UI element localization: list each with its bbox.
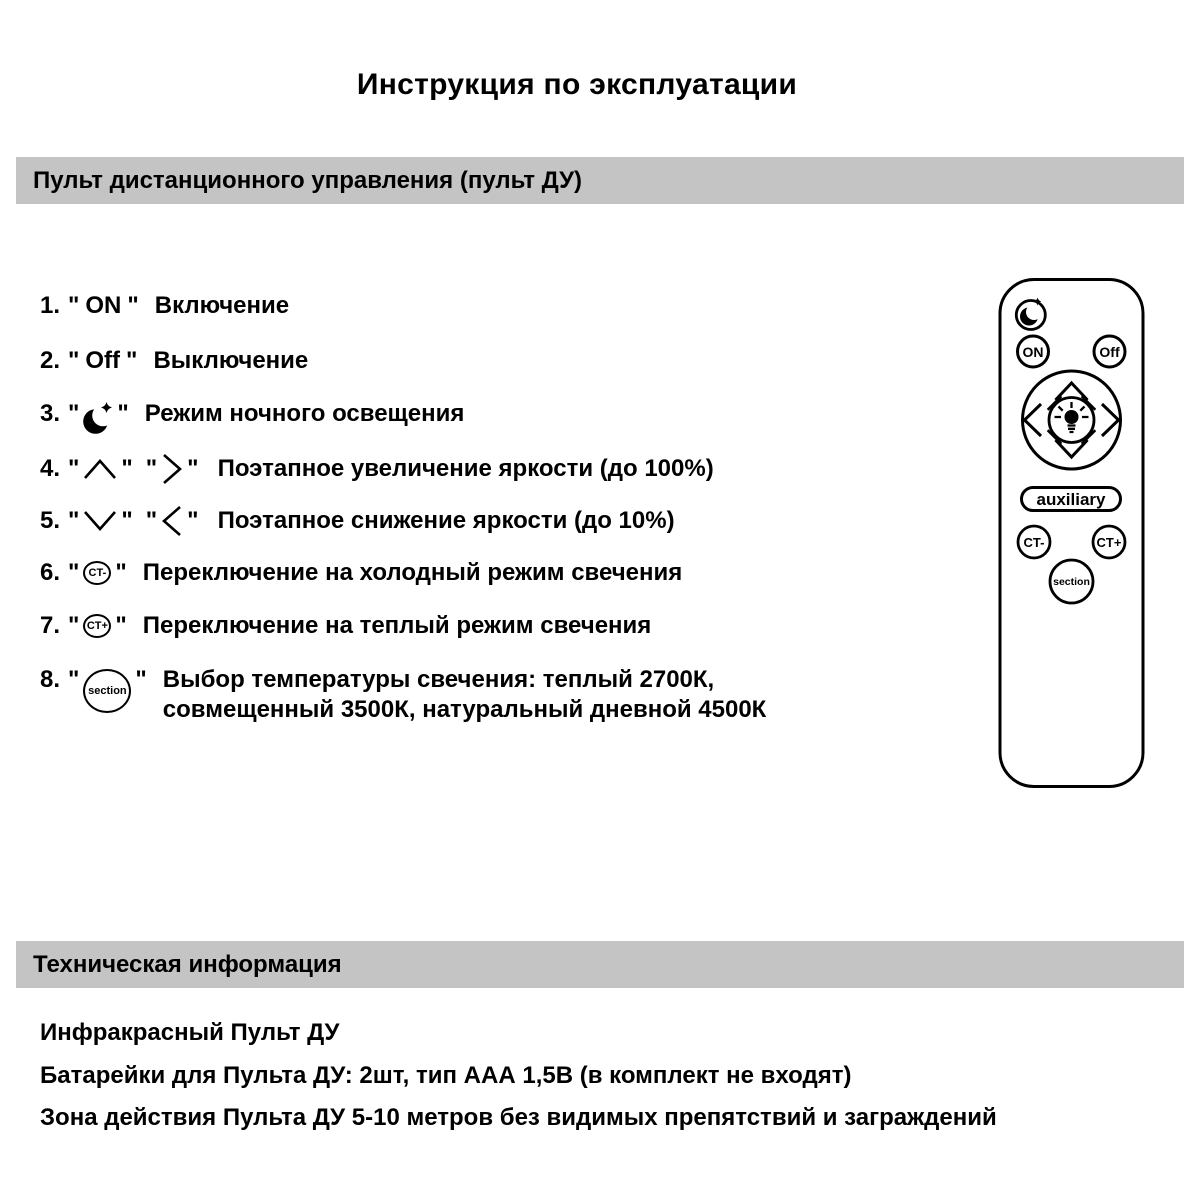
section-banner-tech [16, 941, 1184, 988]
quote-mark: " [135, 666, 147, 693]
chevron-right-icon [161, 453, 183, 485]
svg-text:section: section [1053, 576, 1090, 588]
list-item [40, 453, 714, 485]
chevron-up-icon [83, 458, 117, 480]
item-text-line1: Выбор температуры свечения: теплый 2700К, [162, 666, 715, 693]
item-text [163, 665, 767, 725]
quote-mark: " [68, 347, 80, 374]
item-text: Поэтапное снижение яркости (до 10%) [217, 507, 675, 534]
list-item [40, 558, 682, 588]
remote-control-illustration [985, 272, 1155, 794]
moon-icon [83, 399, 113, 435]
quote-mark: " [68, 666, 80, 693]
quote-mark: " [68, 400, 80, 427]
tech-info-line: Инфракрасный Пульт ДУ [40, 1019, 340, 1046]
list-item [40, 611, 651, 641]
list-item [40, 291, 289, 321]
list-item [40, 393, 464, 435]
item-number: 5. [40, 507, 61, 534]
list-item [40, 665, 766, 725]
tech-info-line: Батарейки для Пульта ДУ: 2шт, тип ААА 1,5В (в комплект не входят) [40, 1062, 852, 1089]
ct-minus-icon: CT- [83, 561, 111, 585]
svg-text:CT-: CT- [1023, 535, 1045, 550]
quote-mark: " [68, 292, 80, 319]
chevron-down-icon [83, 510, 117, 532]
item-text: Включение [154, 292, 290, 319]
item-text: Выключение [153, 347, 309, 374]
item-text: Поэтапное увеличение яркости (до 100%) [217, 455, 714, 482]
quote-mark: " [127, 292, 139, 319]
quote-mark: " [126, 347, 138, 374]
item-text: Режим ночного освещения [144, 400, 465, 427]
quote-mark: " [68, 455, 80, 482]
item-number: 4. [40, 455, 61, 482]
item-text: Переключение на холодный режим свечения [142, 559, 683, 586]
tech-info-line: Зона действия Пульта ДУ 5-10 метров без видимых препятствий и заграждений [40, 1104, 997, 1131]
button-name-off: Off [85, 347, 121, 374]
section-heading: Пульт дистанционного управления (пульт ДУ) [33, 166, 582, 194]
quote-mark: " [121, 507, 133, 534]
item-number: 7. [40, 612, 61, 639]
quote-mark: " [117, 400, 129, 427]
item-text: Переключение на теплый режим свечения [142, 612, 652, 639]
item-number: 1. [40, 292, 61, 319]
item-number: 6. [40, 559, 61, 586]
quote-mark: " [145, 455, 158, 482]
section-icon: section [83, 669, 131, 713]
button-name-on: ON [85, 292, 122, 319]
item-number: 2. [40, 347, 61, 374]
svg-text:Off: Off [1099, 344, 1120, 360]
svg-text:ON: ON [1022, 344, 1044, 360]
svg-text:CT+: CT+ [1096, 535, 1122, 550]
section-heading: Техническая информация [33, 950, 342, 978]
item-number: 8. [40, 666, 61, 693]
quote-mark: " [187, 507, 199, 534]
svg-text:auxiliary: auxiliary [1036, 490, 1106, 509]
ct-plus-icon: CT+ [83, 614, 111, 638]
chevron-left-icon [161, 505, 183, 537]
section-banner-remote [16, 157, 1184, 204]
quote-mark: " [121, 455, 133, 482]
list-item [40, 346, 308, 376]
quote-mark: " [68, 612, 80, 639]
item-text-line2: совмещенный 3500К, натуральный дневной 4500К [162, 696, 767, 723]
quote-mark: " [145, 507, 158, 534]
quote-mark: " [115, 612, 127, 639]
quote-mark: " [68, 559, 80, 586]
item-number: 3. [40, 400, 61, 427]
page-title: Инструкция по эксплуатации [356, 68, 798, 101]
quote-mark: " [115, 559, 127, 586]
list-item [40, 505, 675, 537]
quote-mark: " [68, 507, 80, 534]
quote-mark: " [187, 455, 199, 482]
